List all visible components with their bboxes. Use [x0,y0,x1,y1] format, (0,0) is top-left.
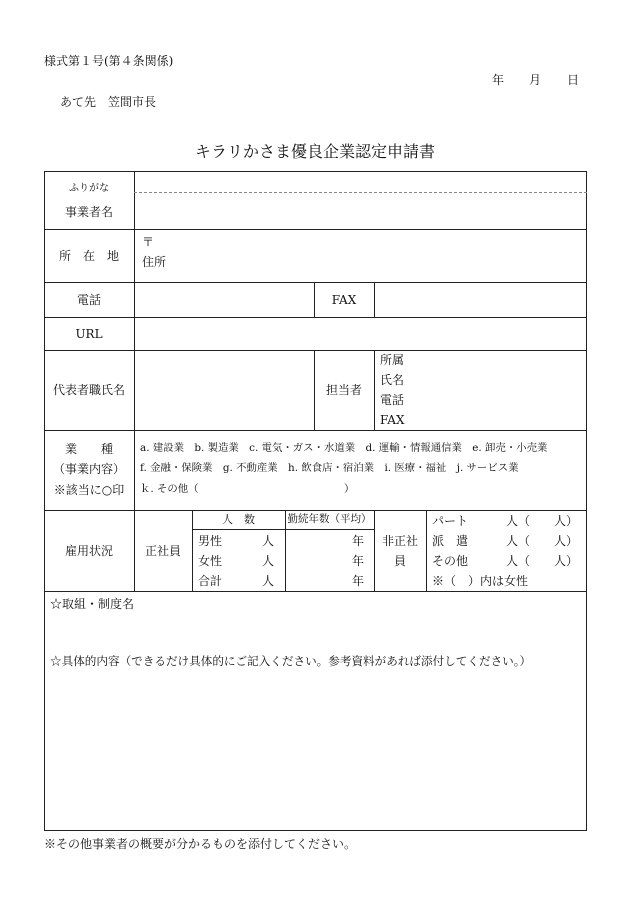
representative-input[interactable] [136,352,313,429]
business-name-label: 事業者名 [64,205,113,219]
footer-note: ※その他事業者の概要が分かるものを添付してください。 [44,837,357,851]
industry-options-line-2[interactable]: f. 金融・保険業 g. 不動産業 h. 飲食店・宿泊業 i. 医療・福祉 j. サービス業 [140,462,519,474]
details-label: ☆具体的内容（できるだけ具体的にご記入ください。参考資料があれば添付してください。） [50,654,532,668]
nonregular-label-1: 非正社 [381,534,418,548]
contact-label: 担当者 [325,383,362,397]
industry-options-line-3[interactable]: ｋ. その他（ ） [140,483,355,495]
female-note: ※（ ）内は女性 [432,574,529,588]
address-input[interactable] [160,231,585,281]
total-person-unit: 人 [262,574,275,588]
other-employee-unit: 人（ 人） [506,554,579,568]
regular-employee-label: 正社員 [144,544,181,558]
business-name-input[interactable] [136,194,585,228]
url-label: URL [75,327,103,341]
male-label: 男性 [198,534,223,548]
male-person-unit: 人 [262,534,275,548]
phone-input[interactable] [136,284,313,316]
addressee: あて先 笠間市長 [60,95,157,109]
part-time-unit: 人（ 人） [506,514,579,528]
furigana-label: ふりがな [69,183,109,194]
date-day-label: 日 [567,73,580,87]
employment-label: 雇用状況 [64,544,113,558]
fax-input[interactable] [376,284,585,316]
initiatives-label: ☆取組・制度名 [50,597,135,611]
fax-label: FAX [331,293,357,307]
industry-options-line-1[interactable]: a. 建設業 b. 製造業 c. 電気・ガス・水道業 d. 運輸・情報通信業 e. 卸売・小売業 [140,442,548,454]
female-person-unit: 人 [262,554,275,568]
location-label: 所 在 地 [58,249,119,263]
industry-note-label: ※該当に○印 [53,483,125,497]
representative-label: 代表者職氏名 [52,383,125,397]
contact-fax-label: FAX [380,413,405,427]
phone-label: 電話 [76,293,101,307]
contact-phone-label: 電話 [380,393,405,407]
dispatch-label: 派 遣 [432,534,469,548]
male-year-unit: 年 [352,534,365,548]
postal-mark: 〒 [142,235,155,249]
female-label: 女性 [198,554,223,568]
other-employee-label: その他 [432,554,469,568]
contact-dept-label: 所属 [380,353,405,367]
nonregular-label-2: 員 [393,554,406,568]
contact-name-label: 氏名 [380,373,405,387]
female-year-unit: 年 [352,554,365,568]
date-month-label: 月 [529,73,542,87]
url-input[interactable] [136,319,585,349]
part-time-label: パート [432,514,469,528]
details-input[interactable] [48,674,583,828]
industry-sub-label: （事業内容） [52,462,125,476]
headcount-header: 人 数 [222,513,255,526]
dispatch-unit: 人（ 人） [506,534,579,548]
form-number: 様式第１号(第４条関係) [44,54,174,68]
address-label: 住所 [142,255,167,269]
form-title: キラリかさま優良企業認定申請書 [194,142,435,161]
tenure-header: 勤続年数（平均） [287,513,372,525]
date-year-label: 年 [492,73,505,87]
total-year-unit: 年 [352,574,365,588]
initiatives-input[interactable] [48,614,583,650]
total-label: 合計 [198,574,223,588]
industry-label: 業 種 [64,442,113,456]
furigana-input[interactable] [136,173,585,191]
